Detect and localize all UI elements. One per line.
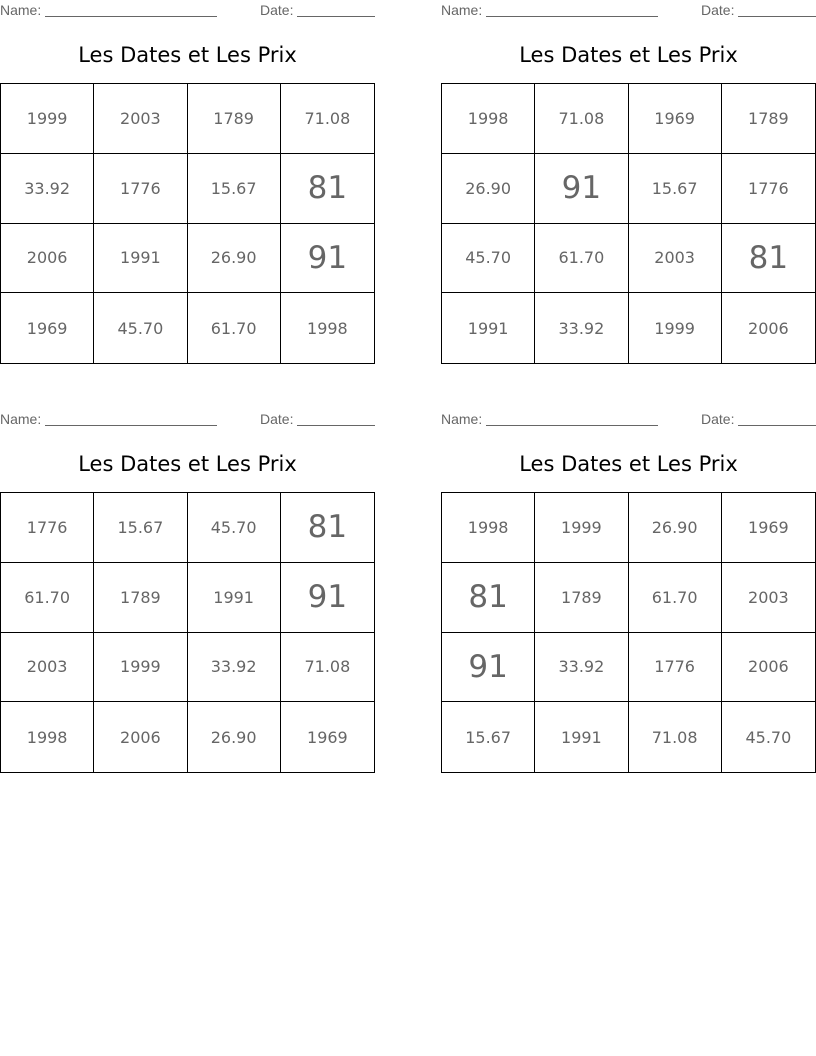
- date-label: Date:: [260, 2, 294, 18]
- grid-cell: 1776: [94, 154, 187, 224]
- grid-cell: 91: [535, 154, 628, 224]
- card-grid: [0, 492, 375, 773]
- grid-cell: 81: [281, 493, 374, 563]
- grid-cell: 33.92: [1, 154, 94, 224]
- grid-cell: 2006: [722, 633, 815, 703]
- grid-cell: 1991: [535, 702, 628, 772]
- grid-cell: 81: [722, 224, 815, 294]
- name-label: Name:: [441, 411, 483, 427]
- name-blank-line: [45, 16, 217, 17]
- name-blank-line: [45, 425, 217, 426]
- grid-cell: 45.70: [442, 224, 535, 294]
- grid-cell: 1969: [722, 493, 815, 563]
- grid-cell: 2003: [629, 224, 722, 294]
- grid-cell: 15.67: [188, 154, 281, 224]
- grid-cell: 71.08: [629, 702, 722, 772]
- grid-cell: 1969: [1, 293, 94, 363]
- grid-cell: 1969: [629, 84, 722, 154]
- grid-cell: 2006: [748, 318, 789, 338]
- grid-cell: 1999: [1, 84, 94, 154]
- grid-cell: 2006: [1, 224, 94, 294]
- grid-cell: 1991: [188, 563, 281, 633]
- date-blank-line: [738, 16, 816, 17]
- card-title: Les Dates et Les Prix: [519, 452, 738, 476]
- name-blank-line: [486, 425, 658, 426]
- date-blank-line: [738, 425, 816, 426]
- date-blank-line: [297, 16, 375, 17]
- grid-cell: 1789: [535, 563, 628, 633]
- grid-cell: 45.70: [94, 293, 187, 363]
- name-label: Name:: [0, 2, 42, 18]
- card-title: Les Dates et Les Prix: [78, 43, 297, 67]
- name-date-row: [0, 409, 375, 429]
- date-label: Date:: [701, 2, 735, 18]
- name-blank-line: [486, 16, 658, 17]
- grid-cell: 71.08: [535, 84, 628, 154]
- name-date-row: [441, 0, 816, 20]
- grid-cell: 1991: [442, 293, 535, 363]
- grid-cell: 26.90: [188, 702, 281, 772]
- name-label: Name:: [0, 411, 42, 427]
- grid-cell: 71.08: [281, 633, 374, 703]
- grid-cell: 91: [442, 633, 535, 703]
- card-grid: [441, 83, 816, 364]
- grid-cell: 61.70: [1, 563, 94, 633]
- grid-cell: 1789: [94, 563, 187, 633]
- grid-cell: 33.92: [535, 293, 628, 363]
- date-label: Date:: [701, 411, 735, 427]
- grid-cell: 91: [281, 224, 374, 294]
- grid-cell: 1998: [442, 493, 535, 563]
- grid-cell: 2003: [94, 84, 187, 154]
- card-title: Les Dates et Les Prix: [78, 452, 297, 476]
- grid-cell: 15.67: [629, 154, 722, 224]
- grid-cell: 45.70: [745, 727, 792, 747]
- grid-cell: 1999: [629, 293, 722, 363]
- grid-cell: 61.70: [535, 224, 628, 294]
- grid-cell: 15.67: [94, 493, 187, 563]
- card-grid: [441, 492, 816, 773]
- grid-cell: 1999: [535, 493, 628, 563]
- grid-cell: 1998: [442, 84, 535, 154]
- grid-cell: 1789: [722, 84, 815, 154]
- grid-cell: 71.08: [281, 84, 374, 154]
- grid-cell: 15.67: [442, 702, 535, 772]
- card-title: Les Dates et Les Prix: [519, 43, 738, 67]
- grid-cell: 1776: [629, 633, 722, 703]
- grid-cell: 2003: [722, 563, 815, 633]
- name-date-row: [0, 0, 375, 20]
- grid-cell: 1998: [307, 318, 348, 338]
- grid-cell: 2003: [1, 633, 94, 703]
- name-label: Name:: [441, 2, 483, 18]
- grid-cell: 81: [281, 154, 374, 224]
- grid-cell: 26.90: [442, 154, 535, 224]
- grid-cell: 26.90: [188, 224, 281, 294]
- grid-cell: 1969: [307, 727, 348, 747]
- grid-cell: 45.70: [188, 493, 281, 563]
- grid-cell: 1789: [188, 84, 281, 154]
- grid-cell: 1776: [1, 493, 94, 563]
- grid-cell: 61.70: [188, 293, 281, 363]
- grid-cell: 91: [281, 563, 374, 633]
- grid-cell: 61.70: [629, 563, 722, 633]
- grid-cell: 1999: [94, 633, 187, 703]
- name-date-row: [441, 409, 816, 429]
- grid-cell: 33.92: [188, 633, 281, 703]
- grid-cell: 1998: [1, 702, 94, 772]
- grid-cell: 26.90: [629, 493, 722, 563]
- date-blank-line: [297, 425, 375, 426]
- grid-cell: 81: [442, 563, 535, 633]
- date-label: Date:: [260, 411, 294, 427]
- grid-cell: 1776: [722, 154, 815, 224]
- grid-cell: 33.92: [535, 633, 628, 703]
- card-grid: [0, 83, 375, 364]
- grid-cell: 2006: [94, 702, 187, 772]
- grid-cell: 1991: [94, 224, 187, 294]
